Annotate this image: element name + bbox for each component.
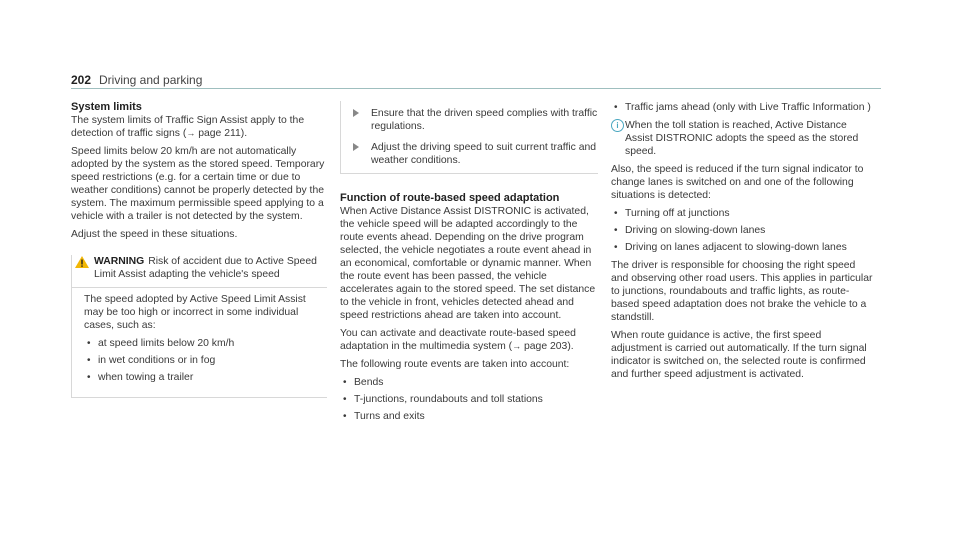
page-ref-arrow-icon: → — [186, 128, 196, 138]
column-3 — [611, 101, 873, 386]
info-icon: i — [611, 119, 624, 132]
list-item — [611, 241, 873, 254]
action-arrow-icon — [353, 143, 359, 151]
warning-box — [71, 255, 327, 398]
paragraph: Also, the speed is reduced if the turn signal indicator to change lanes is switched on and one of the following situations is detected: — [611, 164, 864, 201]
paragraph: Adjust the speed in these situations. — [71, 229, 238, 240]
warning-title-text: Risk of accident due to Active Speed Limit Assist adapting the vehicle's speed — [94, 256, 317, 280]
info-text: When the toll station is reached, Active Distance Assist DISTRONIC adopts the speed as the stored speed. — [625, 120, 859, 157]
list-item-text: Traffic jams ahead (only with Live Traffic Information ) — [625, 102, 871, 113]
heading-route-based-speed: Function of route-based speed adaptation — [340, 192, 560, 204]
bullet-icon: • — [343, 377, 347, 388]
header-rule — [71, 88, 881, 89]
bullet-icon: • — [614, 225, 618, 236]
list-item-text: when towing a trailer — [98, 372, 194, 383]
list-item — [340, 393, 598, 406]
route-events-list — [340, 376, 598, 423]
paragraph: Speed limits below 20 km/h are not automatically adopted by the system as the stored speed. Temporary speed restrictions (e.g. for a certain time or due to weather conditions) cannot be properly detected by the system. The maximum permissible speed applying to a vehicle with a trailer is not detected by the system. — [71, 146, 325, 222]
paragraph: When Active Distance Assist DISTRONIC is activated, the vehicle speed will be adapted accordingly to the route events ahead. Depending on the drive program selected, the vehicle negotiates a route event ahead in an economical, comfortable or dynamic manner. When the route event has been passed, the vehicle accelerates again to the stored speed. The set distance to the vehicle in front, vehicles detected ahead and speed restrictions ahead are taken into account. — [340, 206, 596, 321]
warning-label: WARNING — [94, 256, 145, 267]
warning-text: The speed adopted by Active Speed Limit Assist may be too high or incorrect in some individual cases, such as: — [84, 294, 306, 331]
bullet-icon: • — [87, 355, 91, 366]
page-number: 202 — [71, 73, 92, 87]
page-ref-arrow-icon: → — [512, 341, 522, 351]
info-note — [611, 119, 873, 158]
warning-triangle-icon — [75, 256, 89, 268]
paragraph: The following route events are taken into account: — [340, 359, 570, 370]
paragraph — [340, 327, 598, 353]
text: You can activate and deactivate route-based speed adaptation in the multimedia system ( — [340, 328, 576, 352]
list-item — [611, 224, 873, 237]
list-item — [611, 207, 873, 220]
warning-title — [94, 255, 327, 281]
list-item-text: Driving on lanes adjacent to slowing-down lanes — [625, 242, 847, 253]
bullet-icon: • — [343, 411, 347, 422]
column-2 — [340, 101, 598, 428]
list-item — [611, 101, 873, 114]
page-ref-link[interactable]: page 203). — [521, 341, 574, 352]
paragraph: When route guidance is active, the first speed adjustment is carried out automatically. If the turn signal indicator is switched on, the selected route is confirmed and further speed adjustment is activated. — [611, 330, 867, 380]
list-item-text: at speed limits below 20 km/h — [98, 338, 235, 349]
action-box — [340, 101, 598, 174]
list-item-text: Turns and exits — [354, 411, 425, 422]
column-1 — [71, 101, 327, 398]
list-item — [84, 337, 327, 350]
list-item-text: Bends — [354, 377, 384, 388]
text: The system limits of Traffic Sign Assist apply to the detection of traffic signs ( — [71, 115, 305, 139]
action-text: Ensure that the driven speed complies with traffic regulations. — [371, 108, 598, 132]
list-item-text: in wet conditions or in fog — [98, 355, 216, 366]
bullet-icon: • — [87, 372, 91, 383]
action-step — [341, 141, 598, 167]
warning-body — [72, 293, 327, 384]
bullet-icon: • — [343, 394, 347, 405]
bullet-icon: • — [614, 208, 618, 219]
bullet-icon: • — [87, 338, 91, 349]
list-item-text: Driving on slowing-down lanes — [625, 225, 766, 236]
list-item — [84, 371, 327, 384]
list-item — [340, 410, 598, 423]
situations-list — [611, 207, 873, 254]
bullet-icon: • — [614, 102, 618, 113]
heading-system-limits: System limits — [71, 101, 142, 113]
warning-divider — [72, 287, 327, 288]
action-step — [341, 107, 598, 133]
paragraph: The driver is responsible for choosing the right speed and observing other road users. This applies in particular to junctions, roundabouts and traffic lights, as route-based speed adaptation does not brake the vehicle to a standstill. — [611, 260, 873, 323]
list-item — [340, 376, 598, 389]
route-events-list-cont — [611, 101, 873, 114]
bullet-icon: • — [614, 242, 618, 253]
list-item — [84, 354, 327, 367]
page-header — [71, 71, 881, 89]
action-text: Adjust the driving speed to suit current traffic and weather conditions. — [371, 142, 597, 166]
warning-header — [72, 255, 327, 285]
paragraph — [71, 114, 327, 140]
page-ref-link[interactable]: page 211). — [195, 128, 248, 139]
warning-list — [84, 337, 327, 384]
section-title: Driving and parking — [99, 73, 203, 87]
action-arrow-icon — [353, 109, 359, 117]
list-item-text: T-junctions, roundabouts and toll stations — [354, 394, 543, 405]
list-item-text: Turning off at junctions — [625, 208, 730, 219]
